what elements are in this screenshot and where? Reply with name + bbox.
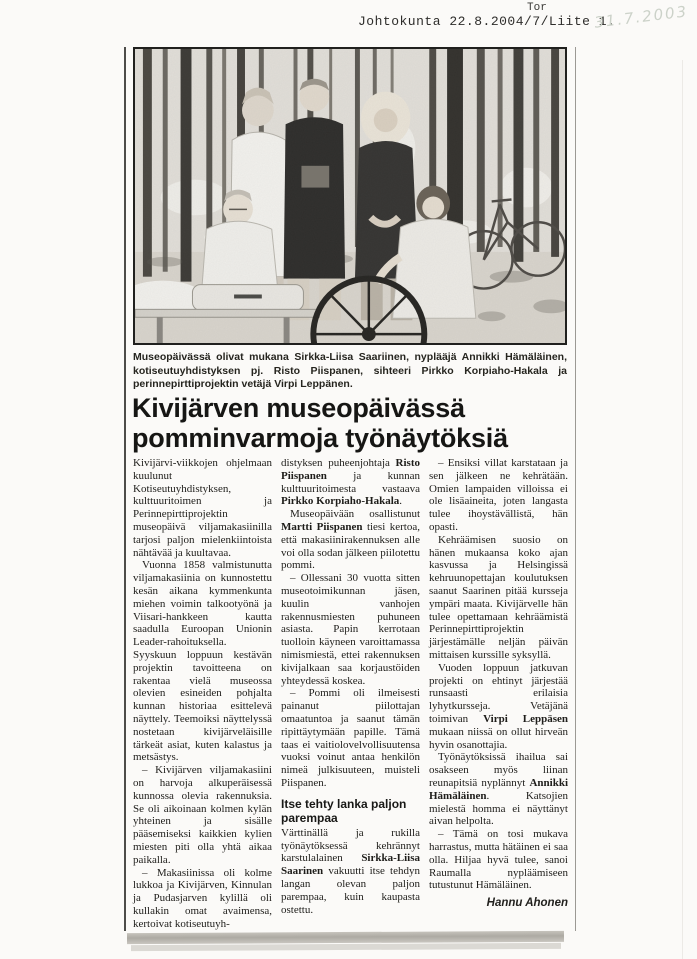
headline-line-1: Kivijärven museopäivässä xyxy=(132,393,465,423)
person-name: Sirkka-Liisa Saarinen xyxy=(281,852,420,878)
article-paragraph xyxy=(281,508,420,572)
photo-frame xyxy=(133,47,567,345)
article-column-2 xyxy=(281,457,420,916)
article-paragraph xyxy=(429,457,568,534)
text-segment: Vuoden loppuun jatkuvan projekti on ehtinyt järjestää runsaasti erilaisia lyhytkursseja. Vetäjänä toimivan xyxy=(429,661,568,725)
column-subhead: Itse tehty lanka paljon parempaa xyxy=(281,796,407,825)
text-segment: ja kunnan kulttuuritoimesta vastaava xyxy=(281,469,420,495)
handwritten-date: 31.7.2003 xyxy=(593,2,690,32)
article-paragraph xyxy=(133,559,272,764)
person-name: Martti Piispanen xyxy=(281,520,363,533)
text-segment: Kivijärvi-viikkojen ohjelmaan kuulunut Kotiseutuyhdistyksen, kulttuuritoimen ja Perinnepirttiprojektin museopäivä viljamakasiinilla tarjosi paljon mielenkiintoista nähtävää ja kuultavaa. xyxy=(133,457,272,559)
text-segment: Työnäytöksissä ihailua sai osakseen myös liinan reunapitsiä nyplännyt xyxy=(429,751,568,789)
article-paragraph xyxy=(133,457,272,559)
text-segment: – Kivijärven viljamakasiini on harvoja alkuperäisessä kunnossa olevia rakennuksia. Se oli aikoinaan kolmen kylän yhteinen ja sisälle pääsemiseksi kaikkien kylien miesten piti olla yhtä aikaa paikalla. xyxy=(133,764,272,866)
person-name: Pirkko Korpiaho-Hakala xyxy=(281,495,400,508)
text-segment: – Ensiksi villat karstataan ja sen jälkeen ne kehrätään. Omien lampaiden villoissa ei ole lisäaineita, joten langasta tulee ihoystävällistä, hän opasti. xyxy=(429,457,568,533)
byline: Hannu Ahonen xyxy=(486,897,568,909)
article-paragraph xyxy=(281,457,420,508)
typed-header: Johtokunta 22.8.2004/7/Liite 1. xyxy=(358,14,616,29)
text-segment: . xyxy=(399,495,403,508)
article-paragraph xyxy=(429,751,568,828)
text-segment: tiesi kertoa, että makasiinirakennuksen alle voi olla sodan jälkeen piilotettu pommi. xyxy=(281,520,420,572)
article-paragraph xyxy=(281,827,420,917)
clipping-right-rule xyxy=(575,47,576,931)
headline-line-2: pomminvarmoja työnäytöksiä xyxy=(132,423,508,453)
scan-shadow-strip xyxy=(127,931,564,944)
article-paragraph xyxy=(133,867,272,931)
article-paragraph xyxy=(429,828,568,892)
article-paragraph xyxy=(133,764,272,866)
text-segment: . Katsojien mielestä homma ei näyttänyt aivan helpolta. xyxy=(429,789,568,828)
scan-shadow-strip-light xyxy=(131,943,561,951)
photo-caption: Museopäivässä olivat mukana Sirkka-Liisa Saariinen, nyplääjä Annikki Hämäläinen, kotiseutuyhdistyksen pj. Risto Piispanen, sihteeri Pirkko Korpiaho-Hakala ja perinnepirttiprojektin vetäjä Virpi Leppänen. xyxy=(133,351,567,390)
article-column-3 xyxy=(429,457,568,892)
text-segment: vakuutti itse tehdyn langan olevan paljon parempaa, kuin kaupasta ostettu. xyxy=(281,865,420,916)
article-paragraph xyxy=(429,662,568,752)
photo-grain-overlay xyxy=(135,49,565,343)
text-segment: Vuonna 1858 valmistunutta viljamakasiinia on kunnostettu kesän aikana kymmenkunta miehen voimin talkootyönä ja Viisari-hankkeen kautta saadulla Euroopan Unionin Leader-rahoituksella. Syyskuun loppuun kestävän projektin tavoitteena on rakentaa vielä museossa olevien esineiden pohjalta kunnan historiaa esittelevä näyttely. Teemoiksi näyttelyssä nostetaan kivijärveläisille tärkeät asiat, kuten kalastus ja metsästys. xyxy=(133,559,272,764)
article-headline xyxy=(132,393,572,453)
article-paragraph xyxy=(281,687,420,789)
text-segment: – Tämä on tosi mukava harrastus, mutta hätäinen ei saa olla. Hiljaa hyvä tulee, sanoi Raumalla nypläämiseen tutustunut Hämäläinen. xyxy=(429,828,568,892)
text-segment: – Pommi oli ilmeisesti painanut piilottajan omaatuntoa ja saanut tämän ripittäytymään papille. Tämä taas ei vaitiolovelvollisuutensa vuoksi voinut antaa henkilön nimeä julkisuuteen, muisteli Piispanen. xyxy=(281,687,420,789)
person-name: Virpi Leppäsen xyxy=(483,712,568,725)
article-column-1 xyxy=(133,457,272,930)
text-segment: Museopäivään osallistunut xyxy=(290,508,420,521)
typed-header-overline: Tor xyxy=(527,2,547,14)
clipping-left-rule xyxy=(124,47,126,931)
text-segment: Värttinällä ja rukilla työnäytöksessä kehrännyt karstulalainen xyxy=(281,826,420,865)
person-name: Annikki Hämäläinen xyxy=(429,776,568,802)
text-segment: – Makasiinissa oli kolme lukkoa ja Kivijärven, Kinnulan ja Pudasjarven kylillä oli kullakin omat avaimensa, kertoivat kotiseutuyh- xyxy=(133,866,272,930)
text-segment: – Ollessani 30 vuotta sitten museotoimikunnan jäsen, kuulin vanhojen rakennusmiesten puhuneen asiasta. Papin kerrotaan tuolloin käyneen varoittamassa nimismiestä, ettei rakennuksen kivijalkaan saa korjaustöiden yhteydessä koskea. xyxy=(281,572,420,687)
text-segment: mukaan niissä on ollut hirveän hyvin osanottajia. xyxy=(429,725,568,751)
text-segment: distyksen puheenjohtaja xyxy=(281,457,396,469)
article-paragraph xyxy=(281,572,420,687)
text-segment: Kehräämisen suosio on hänen mukaansa koko ajan kasvussa ja Helsingissä kehruunopettajan koulutuksen saanut Saarinen pitää kursseja ympäri maata. Kivijärvelle hän tulee opettamaan kehräämistä Perinnepirttiprojektin järjestämälle neljän päivän mittaisen kurssille syksyllä. xyxy=(429,533,568,661)
photo-illustration xyxy=(135,49,565,343)
person-name: Risto Piispanen xyxy=(281,457,420,482)
article-paragraph xyxy=(429,534,568,662)
